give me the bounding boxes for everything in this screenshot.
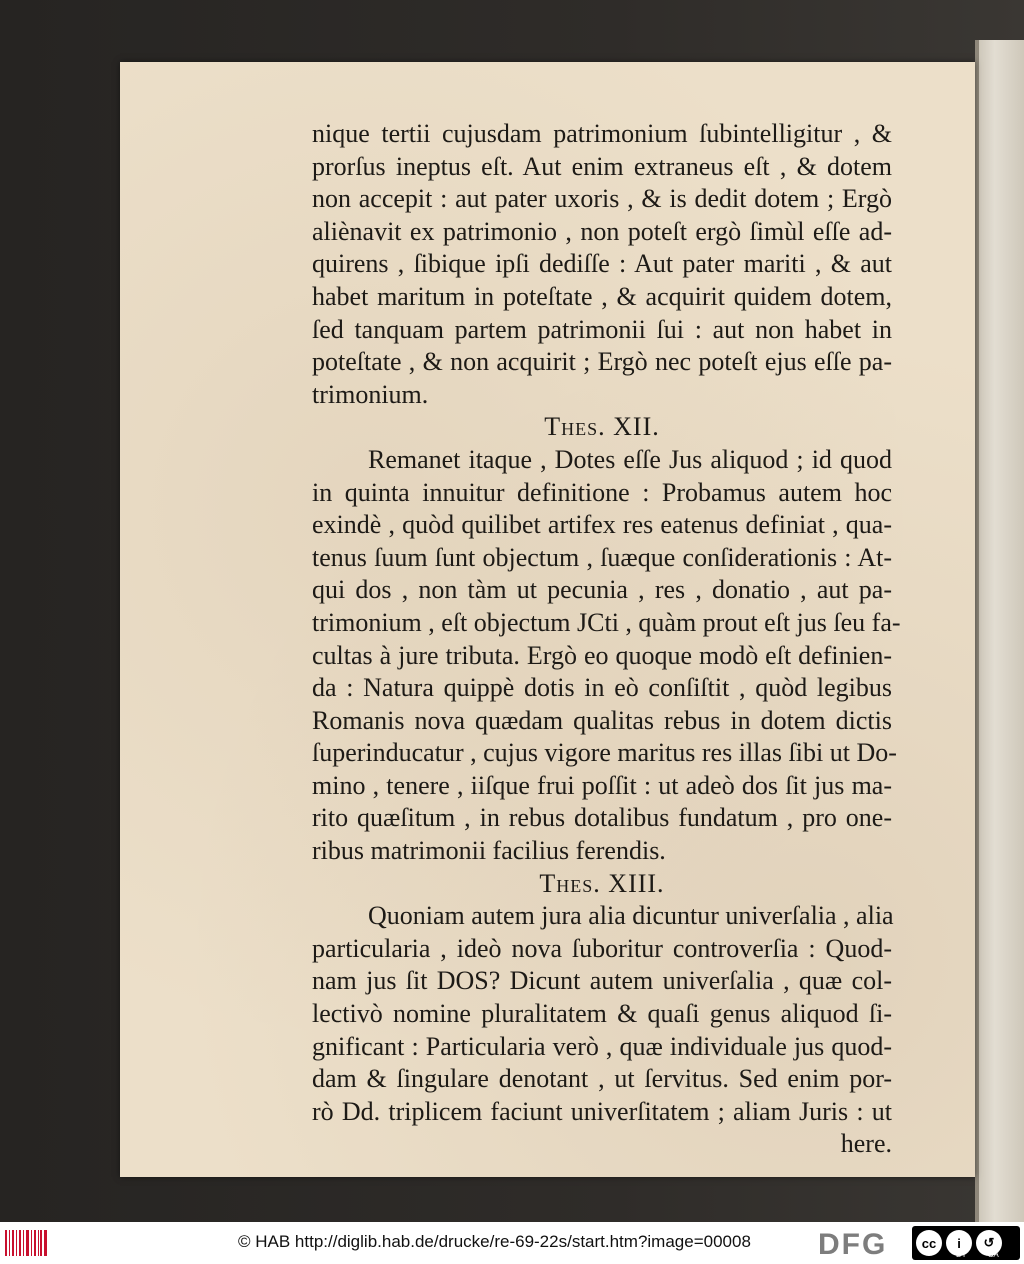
text-line: here. [840,1129,892,1159]
text-line: aliènavit ex patrimonio , non poteſt ergò ſimùl eſſe ad- [312,216,892,246]
text-line: non accepit : aut pater uxoris , & is dedit dotem ; Ergò [312,184,892,214]
text-line: rò Dd. triplicem faciunt univerſitatem ; aliam Juris : ut [312,1096,892,1126]
cc-license-badge[interactable] [912,1226,1020,1260]
text-line: tenus ſuum ſunt objectum , ſuæque conſiderationis : At- [312,542,892,572]
by-label: BY [956,1250,967,1259]
text-line: prorſus ineptus eſt. Aut enim extraneus eſt , & dotem [312,151,892,181]
barcode-icon [5,1230,47,1256]
text-line: gnificant : Particularia verò , quæ individuale jus quod- [312,1031,892,1061]
text-line: Thes. XIII. [539,868,665,898]
text-line: in quinta innuitur definitione : Probamus autem hoc [312,477,892,507]
text-line: exindè , quòd quilibet artifex res eatenus definiat , qua- [312,510,892,540]
text-line: cultas à jure tributa. Ergò eo quoque modò eſt definien- [312,640,892,670]
text-line: dam & ſingulare denotant , ut ſervitus. Sed enim por- [312,1064,892,1094]
text-line: particularia , ideò nova ſuboritur controverſia : Quod- [312,933,892,963]
text-line: habet maritum in poteſtate , & acquirit quidem dotem, [312,281,892,311]
text-line: trimonium , eſt objectum JCti , quàm prout eſt jus ſeu fa- [312,607,901,637]
text-line: lectivò nomine pluralitatem & quaſi genus aliquod ſi- [312,999,892,1029]
text-line: poteſtate , & non acquirit ; Ergò nec poteſt ejus eſſe pa- [312,347,892,377]
text-line: mino , tenere , iiſque frui poſſit : ut adeò dos ſit jus ma- [312,770,892,800]
text-line: rito quæſitum , in rebus dotalibus fundatum , pro one- [312,803,892,833]
next-page-edge [975,40,1024,1222]
text-line: ſed tanquam partem patrimonii ſui : aut non habet in [312,314,892,344]
page-text [312,118,901,1161]
text-line: Thes. XII. [544,412,660,442]
viewer-footer [0,1222,1024,1264]
cc-icon: cc [916,1230,942,1256]
by-icon: i [946,1230,972,1256]
sa-label: SA [988,1250,999,1259]
text-line: Remanet itaque , Dotes eſſe Jus aliquod ; id quod [368,444,892,474]
text-line: Romanis nova quædam qualitas rebus in dotem dictis [312,705,892,735]
text-line: trimonium. [312,379,429,409]
sa-icon: ↺ [976,1230,1002,1256]
text-line: qui dos , non tàm ut pecunia , res , donatio , aut pa- [312,575,892,605]
dfg-logo: DFG [818,1228,888,1261]
text-line: Quoniam autem jura alia dicuntur univerſalia , alia [368,901,894,931]
text-line: ribus matrimonii facilius ferendis. [312,836,666,866]
text-line: da : Natura quippè dotis in eò conſiſtit , quòd legibus [312,673,892,703]
copyright-link[interactable]: © HAB http://diglib.hab.de/drucke/re-69-22s/start.htm?image=00008 [238,1232,751,1251]
text-line: nique tertii cujusdam patrimonium ſubintelligitur , & [312,119,892,148]
text-line: ſuperinducatur , cujus vigore maritus res illas ſibi ut Do- [312,738,897,768]
text-line: quirens , ſibique ipſi dediſſe : Aut pater mariti , & aut [312,249,892,279]
text-line: nam jus ſit DOS? Dicunt autem univerſalia , quæ col- [312,966,892,996]
